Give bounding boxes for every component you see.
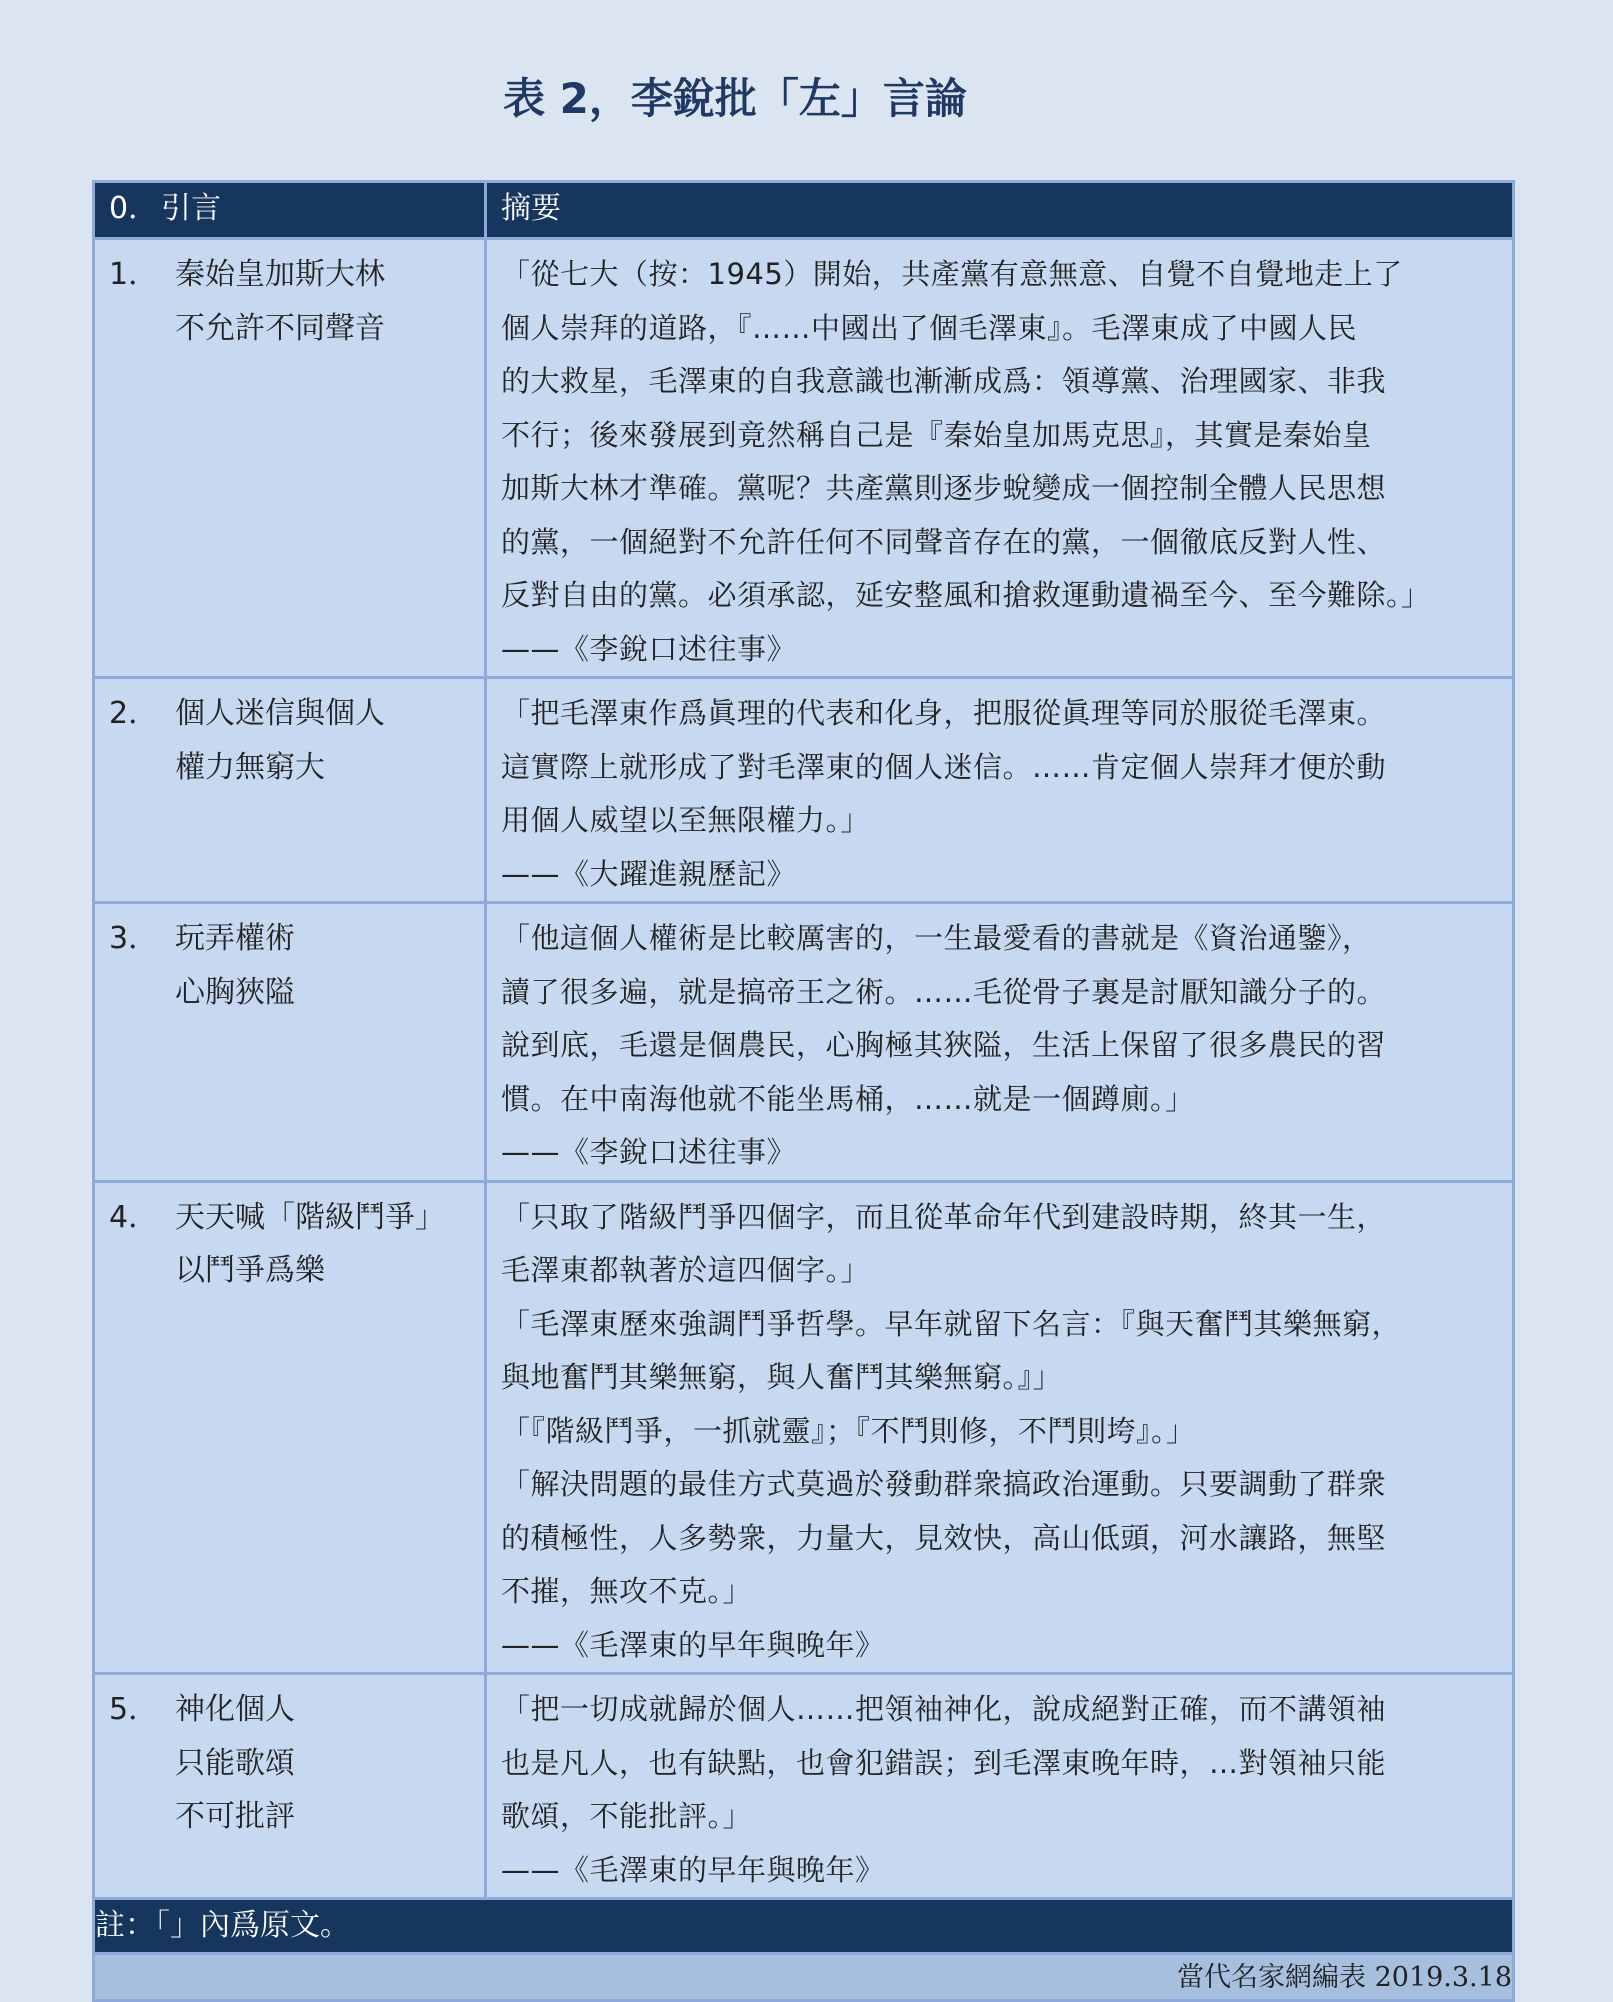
row-summary	[487, 1675, 1512, 1897]
row-topic	[175, 1683, 295, 1844]
topic-line: 心胸狹隘	[175, 974, 295, 1010]
topic-line: 不可批評	[175, 1799, 295, 1834]
source-line: ——《大躍進親歷記》	[501, 856, 797, 891]
topic-line: 以鬥爭爲樂	[175, 1253, 325, 1288]
topic-line: 秦始皇加斯大林	[175, 257, 385, 292]
summary-line: 這實際上就形成了對毛澤東的個人迷信。……肯定個人崇拜才便於動	[501, 749, 1387, 784]
summary-line: 讀了很多遍，就是搞帝王之術。……毛從骨子裏是討厭知識分子的。	[501, 974, 1387, 1009]
summary-line: 「只取了階級鬥爭四個字，而且從革命年代到建設時期，終其一生，	[501, 1199, 1387, 1234]
quotes-table	[92, 180, 1515, 2002]
summary-line: 不行；後來發展到竟然稱自己是『秦始皇加馬克思』，其實是秦始皇	[501, 417, 1372, 452]
summary-line: 「把毛澤東作爲眞理的代表和化身，把服從眞理等同於服從毛澤東。	[501, 696, 1387, 730]
topic-line: 個人迷信與個人	[175, 696, 385, 731]
summary-line: 毛澤東都執著於這四個字。」	[501, 1253, 871, 1287]
source-line: ——《李銳口述往事》	[501, 1135, 797, 1169]
header-quote-cell	[94, 182, 486, 239]
summary-line: 個人崇拜的道路，『……中國出了個毛澤東』。毛澤東成了中國人民	[501, 310, 1358, 345]
summary-line: 加斯大林才準確。黨呢？共產黨則逐步蛻變成一個控制全體人民思想	[501, 471, 1387, 505]
row-topic	[175, 248, 385, 355]
summary-line: 說到底，毛還是個農民，心胸極其狹隘，生活上保留了很多農民的習	[501, 1028, 1387, 1062]
summary-line: 與地奮鬥其樂無窮，與人奮鬥其樂無窮。』」	[501, 1360, 1063, 1394]
row-topic	[175, 687, 385, 794]
summary-line: 「『階級鬥爭，一抓就靈』；『不鬥則修，不鬥則垮』。」	[501, 1413, 1196, 1448]
topic-line: 天天喊「階級鬥爭」	[175, 1199, 445, 1235]
summary-line: 用個人威望以至無限權力。」	[501, 803, 871, 837]
source-line: ——《毛澤東的早年與晚年》	[501, 1627, 885, 1662]
topic-line: 權力無窮大	[175, 749, 325, 785]
row-number: 4．	[109, 1199, 159, 1235]
header-num: 0．	[109, 191, 159, 226]
row-summary	[487, 240, 1512, 676]
topic-line: 只能歌頌	[175, 1745, 295, 1781]
table-row	[94, 903, 1514, 1182]
table-header-row	[94, 182, 1514, 239]
summary-line: 「把一切成就歸於個人……把領袖神化，說成絕對正確，而不講領袖	[501, 1692, 1387, 1726]
summary-line: 反對自由的黨。必須承認，延安整風和搶救運動遺禍至今、至今難除。」	[501, 578, 1431, 612]
credit-text: 當代名家網編表 2019.3.18	[94, 1954, 1514, 2001]
topic-line: 玩弄權術	[175, 921, 295, 956]
summary-line: 的積極性，人多勢衆，力量大，見效快，高山低頭，河水讓路，無堅	[501, 1520, 1387, 1555]
summary-line: 歌頌，不能批評。」	[501, 1799, 753, 1833]
topic-line: 神化個人	[175, 1692, 295, 1727]
note-row	[94, 1899, 1514, 1954]
summary-line: 不摧，無攻不克。」	[501, 1574, 753, 1608]
source-line: ——《李銳口述往事》	[501, 631, 797, 666]
source-line: ——《毛澤東的早年與晚年》	[501, 1852, 885, 1887]
summary-line: 「解決問題的最佳方式莫過於發動群衆搞政治運動。只要調動了群衆	[501, 1467, 1387, 1501]
summary-line: 的黨，一個絕對不允許任何不同聲音存在的黨，一個徹底反對人性、	[501, 524, 1387, 559]
row-summary	[487, 904, 1512, 1180]
table-row	[94, 1674, 1514, 1899]
row-summary	[487, 679, 1512, 901]
table-row	[94, 239, 1514, 678]
row-number: 2．	[109, 696, 159, 731]
row-number: 3．	[109, 921, 159, 956]
summary-line: 「毛澤東歷來強調鬥爭哲學。早年就留下名言：『與天奮鬥其樂無窮，	[501, 1306, 1402, 1341]
row-summary	[487, 1183, 1512, 1673]
summary-line: 慣。在中南海他就不能坐馬桶，……就是一個蹲廁。」	[501, 1081, 1195, 1116]
table-row	[94, 678, 1514, 903]
row-number: 5．	[109, 1692, 159, 1727]
topic-line: 不允許不同聲音	[175, 310, 385, 346]
credit-row	[94, 1954, 1514, 2001]
row-topic	[175, 912, 295, 1019]
header-quote-label: 引言	[161, 191, 221, 226]
header-summary-label: 摘要	[486, 182, 1514, 239]
summary-line: 的大救星，毛澤東的自我意識也漸漸成爲：領導黨、治理國家、非我	[501, 364, 1387, 398]
summary-line: 「他這個人權術是比較厲害的，一生最愛看的書就是《資治通鑒》，	[501, 921, 1372, 955]
summary-line: 「從七大（按：1945）開始，共產黨有意無意、自覺不自覺地走上了	[501, 257, 1403, 291]
summary-line: 也是凡人，也有缺點，也會犯錯誤；到毛澤東晚年時，…對領袖只能	[501, 1745, 1387, 1780]
page-title: 表 2，李銳批「左」言論	[503, 74, 967, 123]
row-topic	[175, 1191, 445, 1298]
row-number: 1．	[109, 257, 159, 292]
table-row	[94, 1181, 1514, 1674]
note-text: 註：「」內爲原文。	[94, 1899, 1514, 1954]
